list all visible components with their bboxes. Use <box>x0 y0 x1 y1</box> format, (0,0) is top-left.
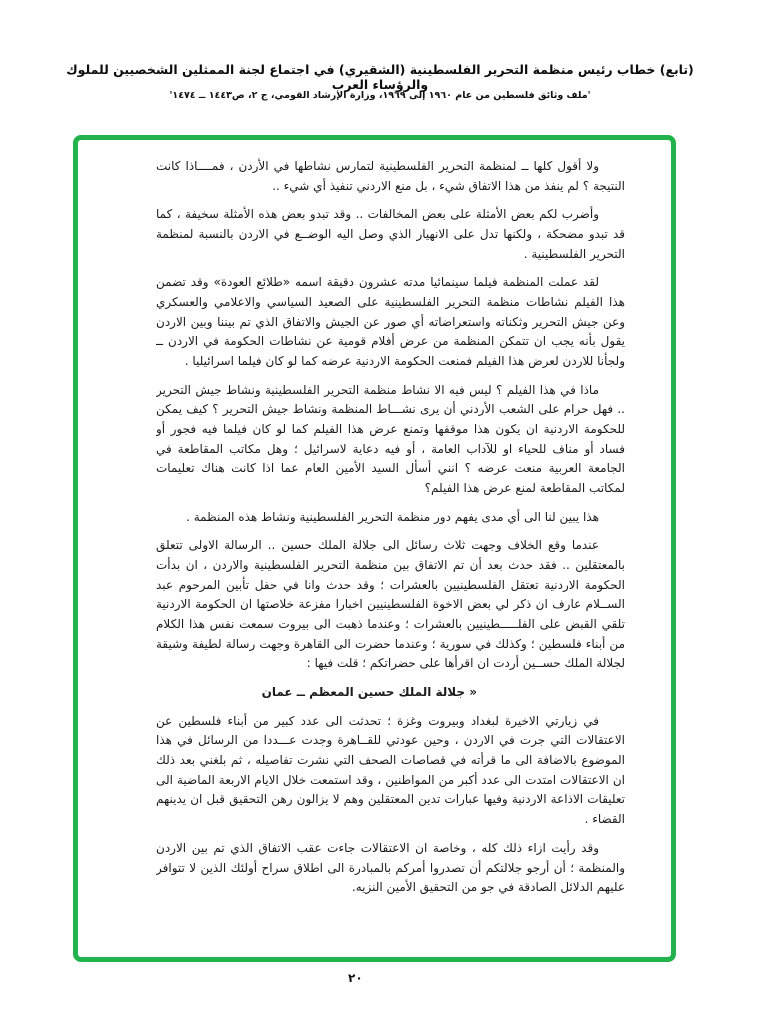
document-title: (تابع) خطاب رئيس منظمة التحرير الفلسطينية (الشقيري) في اجتماع لجنة الممثلين الشخصيين للملوك والرؤساء العرب <box>66 62 694 92</box>
green-scan-frame <box>73 135 676 962</box>
paragraph-2: وأضرب لكم بعض الأمثلة على بعض المخالفات .. وقد تبدو بعض هذه الأمثلة سخيفة ، كما قد تبدو مضحكة ، ولكنها تدل على الانهيار الذي وصل اليه الوضــع في الاردن بالنسبة لمنظمة التحرير الفلسطينية . <box>156 207 625 261</box>
paragraph-4: ماذا في هذا الفيلم ؟ ليس فيه الا نشاط منظمة التحرير الفلسطينية ونشاط جيش التحرير .. فهل حرام على الشعب الأردني أن يرى نشـــاط المنظمة ونشاط جيش التحرير ؟ كيف يمكن للحكومة الاردنية ان يكون هذا موقفها وتمنع عرض هذا الفيلم كما لو كان فيلما فيه فجور أو فساد أو مناف للحياء او للآداب العامة ، أو فيه دعاية لاسرائيل ؛ وهل مكاتب المقاطعة في الجامعة العربية منعت عرضه ؟ انني أسأل السيد الأمين العام عما اذا كانت هناك تعليمات لمكاتب المقاطعة لمنع عرض هذا الفيلم؟ <box>156 382 625 496</box>
scanned-text-block <box>156 157 625 949</box>
source-citation: 'ملف وثائق فلسطين من عام ١٩٦٠ إلى ١٩٦٩، وزارة الإرشاد القومي، ج ٢، ص١٤٤٣ ــ ١٤٧٤' <box>169 90 591 101</box>
paragraph-8: في زيارتي الاخيرة لبغداد وبيروت وغزة ؛ تحدثت الى عدد كبير من أبناء فلسطين عن الاعتقالات التي جرت في الاردن ، وحين عودتي للقــاهرة وجدت عـــددا من الرسائل في هذا الموضوع بالاضافة الى ما قرأته في قصاصات الصحف التي نشرت تفاصيله ، ثم بلغني بعد ذلك ان الاعتقالات امتدت الى عدد أكبر من المواطنين ، وقد استمعت خلال الايام الاربعة الماضية الى تعليقات الاذاعة الاردنية وفيها عبارات تدين المعتقلين وهم لا يزالون رهن التحقيق قبل ان يدينهم القضاء . <box>156 713 625 827</box>
paragraph-1: ولا أقول كلها ــ لمنظمة التحرير الفلسطينية لتمارس نشاطها في الأردن ، فمــــاذا كانت النتيجة ؟ لم ينفذ من هذا الاتفاق شيء ، بل منع الاردني تنفيذ أي شيء .. <box>156 159 625 193</box>
paragraph-5: هذا يبين لنا الى أي مدى يفهم دور منظمة التحرير الفلسطينية ونشاط هذه المنظمة . <box>186 509 599 524</box>
paragraph-6: عندما وقع الخلاف وجهت ثلاث رسائل الى جلالة الملك حسين .. الرسالة الاولى تتعلق بالمعتقلين .. فقد حدث بعد أن تم الاتفاق بين منظمة التحرير الفلسطينية والاردن ، ان بدأت الحكومة الاردنية تعتقل الفلسطينيين بالعشرات ؛ وقد حدث وانا في حفل تأبين المرحوم عبد الســلام عارف ان ذكر لي بعض الاخوة الفلسطينيين اخبارا مفزعة خلاصتها ان الحكومة الاردنية تلقي القبض على الفلـــــطينيين بالعشرات ؛ وعندما ذهبت الى بيروت سمعت نفس هذا الكلام من أبناء فلسطين ؛ وكذلك في سورية ؛ وعندما حضرت الى القاهرة وجهت رسالة لطيفة وشيقة لجلالة الملك حســين أردت ان اقرأها على حضراتكم ؛ قلت فيها : <box>156 538 625 671</box>
page-number: ٢٠ <box>348 971 363 985</box>
paragraph-9: وقد رأيت ازاء ذلك كله ، وخاصة ان الاعتقالات جاءت عقب الاتفاق الذي تم بين الاردن والمنظمة ؛ أن أرجو جلالتكم أن تصدروا أمركم بالمبادرة الى اطلاق سراح أولئك الذين لا تتوافر عليهم الدلائل الصادقة في جو من التحقيق الأمين النزيه. <box>156 840 625 895</box>
paragraph-3: لقد عملت المنظمة فيلما سينمائيا مدته عشرون دقيقة اسمه «طلائع العودة» وقد تضمن هذا الفيلم نشاطات منظمة التحرير الفلسطينية على الصعيد السياسي والاعلامي والعسكري وعن جيش التحرير وثكناته واستعراضاته أي صور عن الجيش والاتفاق الذي تم بيننا وبين الاردن يقول بأنه يجب ان تتمكن المنظمة من عرض أفلام قومية عن نشاطات الحكومة في الاردن ــ ولجأنا للاردن لعرض هذا الفيلم فمنعت الحكومة الاردنية عرضه كما لو كان فيلما اسرائيليا . <box>156 275 625 369</box>
royal-salutation-line: « جلالة الملك حسين المعظم ــ عمان <box>261 685 477 700</box>
